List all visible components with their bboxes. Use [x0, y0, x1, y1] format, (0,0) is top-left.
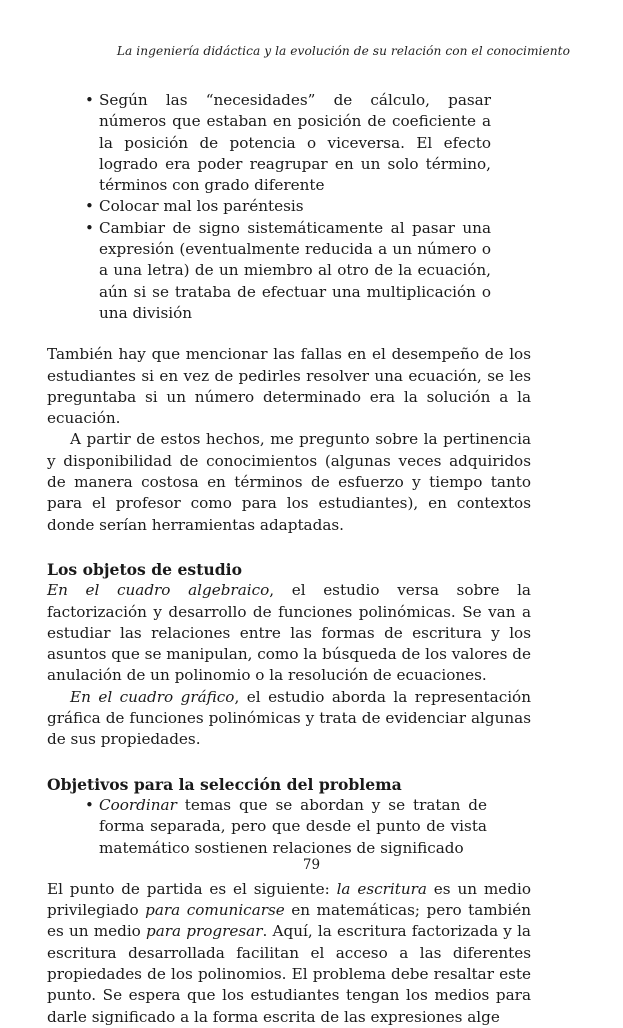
- page-number: 79: [302, 857, 321, 873]
- list-item: [85, 196, 491, 217]
- paragraph-text: El punto de partida es el siguiente:: [47, 879, 337, 898]
- list-item: [85, 795, 487, 859]
- emphasis-text: la escritura: [336, 879, 427, 898]
- paragraph: [47, 879, 531, 1028]
- emphasis-text: Coordinar: [99, 795, 177, 814]
- bullet-icon: •: [85, 91, 94, 109]
- emphasis-text: para progresar: [146, 922, 263, 941]
- list-item: [85, 218, 491, 324]
- section-heading: Los objetos de estudio: [47, 559, 242, 579]
- list-item: [85, 90, 491, 196]
- emphasis-text: En el cuadro algebraico: [47, 581, 270, 600]
- paragraph: [47, 580, 531, 686]
- paragraph: A partir de estos hechos, me pregunto sobre la pertinencia y disponibilidad de conocimientos (algunas veces adquiridos de manera costosa en términos de esfuerzo y tiempo tanto para el profesor como para los estudiantes), en contextos donde serían herramientas adaptadas.: [47, 430, 531, 534]
- emphasis-text: En el cuadro gráfico: [70, 687, 235, 706]
- paragraph-text: , el estudio versa sobre la factorización y desarrollo de funciones polinómicas. Se van a estudiar las relaciones entre las formas de escritura y los asuntos que se manipulan, como la búsqueda de los valores de anulación de un polinomio o la resolución de ecuaciones.: [47, 581, 531, 685]
- emphasis-text: para comunicarse: [145, 901, 285, 920]
- paragraph-text: es un medio privilegiado: [47, 879, 531, 920]
- list-item-text: Colocar mal los paréntesis: [99, 197, 304, 216]
- section-heading: Objetivos para la selección del problema: [47, 774, 402, 794]
- page-body: [47, 90, 531, 1028]
- running-header: La ingeniería didáctica y la evolución de su relación con el conocimiento: [116, 44, 570, 58]
- bullet-icon: •: [85, 795, 94, 814]
- difficulties-list: [47, 90, 531, 324]
- paragraph-text: , el estudio aborda la representación gráfica de funciones polinómicas y trata de evidenciar algunas de sus propiedades.: [47, 687, 531, 749]
- list-item-text: Según las “necesidades” de cálculo, pasar números que estaban en posición de coeficiente a la posición de potencia o viceversa. El efecto logrado era poder reagrupar en un solo término, términos con grado diferente: [99, 91, 491, 195]
- bullet-icon: •: [85, 197, 94, 216]
- paragraph-text: . Aquí, la escritura factorizada y la escritura desarrollada facilitan el acceso a las diferentes propiedades de los polinomios. El problema debe resaltar este punto. Se espera que los estudiantes tengan los medios para darle significado a la forma escrita de las expresiones alge: [47, 922, 531, 1026]
- paragraph: También hay que mencionar las fallas en el desempeño de los estudiantes si en vez de pedirles resolver una ecuación, se les preguntaba si un número determinado era la solución a la ecuación.: [47, 345, 531, 428]
- paragraph: [47, 687, 531, 751]
- paragraph-text: en matemáticas; pero también es un medio: [47, 901, 532, 941]
- bullet-icon: •: [85, 218, 94, 237]
- objectives-list: [47, 795, 531, 859]
- list-item-text: temas que se abordan y se tratan de forma separada, pero que desde el punto de vista matemático sostienen relaciones de significado: [99, 795, 487, 857]
- list-item-text: Cambiar de signo sistemáticamente al pasar una expresión (eventualmente reducida a un número o a una letra) de un miembro al otro de la ecuación, aún si se trataba de efectuar una multiplicación o una división: [99, 218, 491, 322]
